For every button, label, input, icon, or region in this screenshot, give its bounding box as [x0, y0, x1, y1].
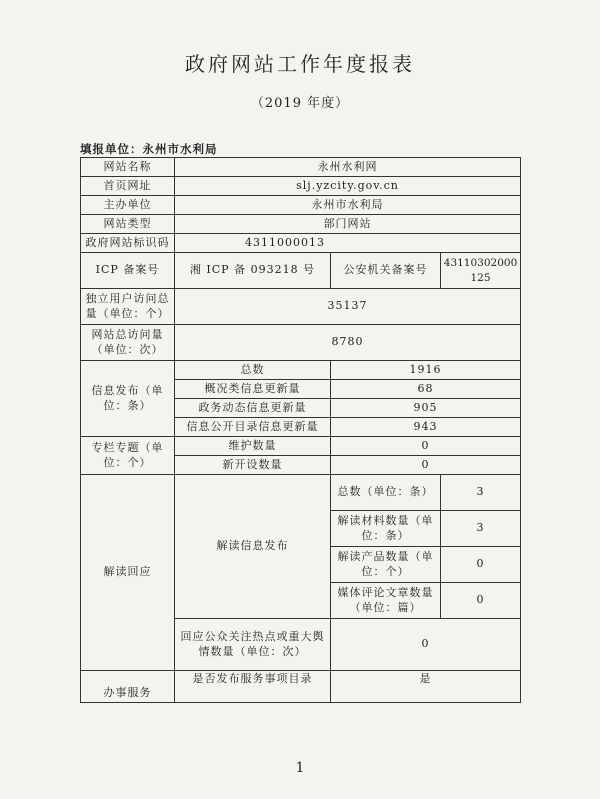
table-row: [81, 253, 521, 289]
table-row: [81, 437, 521, 456]
special-topics-item-value: 0: [331, 456, 521, 475]
organizer-value: 永州市水利局: [175, 196, 521, 215]
service-catalog-label: 是否发布服务事项目录: [175, 671, 331, 703]
table-row: [81, 177, 521, 196]
reporting-unit: 填报单位：永州市水利局: [80, 142, 218, 156]
interpretation-label: 解读回应: [81, 475, 175, 671]
site-name-value: 永州水利网: [175, 158, 521, 177]
table-row: [81, 325, 521, 361]
info-publish-item-value: 68: [331, 380, 521, 399]
special-topics-item-value: 0: [331, 437, 521, 456]
total-visits-label: 网站总访问量（单位：次）: [81, 325, 175, 361]
police-record-value: 43110302000125: [441, 253, 521, 289]
info-publish-item-label: 总数: [175, 361, 331, 380]
interpretation-item-label: 解读产品数量（单位：个）: [331, 547, 441, 583]
page-number: 1: [295, 760, 305, 776]
report-year: （2019 年度）: [250, 96, 350, 111]
table-row: [81, 196, 521, 215]
home-url-label: 首页网址: [81, 177, 175, 196]
table-row: [81, 158, 521, 177]
info-publish-item-value: 1916: [331, 361, 521, 380]
icp-label: ICP 备案号: [81, 253, 175, 289]
site-type-label: 网站类型: [81, 215, 175, 234]
services-label: 办事服务: [81, 671, 175, 703]
info-publish-item-label: 信息公开目录信息更新量: [175, 418, 331, 437]
interpretation-item-value: 0: [441, 547, 521, 583]
organizer-label: 主办单位: [81, 196, 175, 215]
info-publish-label: 信息发布（单位：条）: [81, 361, 175, 437]
interpretation-item-label: 解读材料数量（单位：条）: [331, 511, 441, 547]
interpretation-item-value: 0: [441, 583, 521, 619]
icp-value: 湘 ICP 备 093218 号: [175, 253, 331, 289]
hotspot-response-label: 回应公众关注热点或重大舆情数量（单位：次）: [175, 619, 331, 671]
total-visits-value: 8780: [175, 325, 521, 361]
report-title: 政府网站工作年度报表: [185, 52, 415, 76]
interpretation-item-label: 总数（单位：条）: [331, 475, 441, 511]
unique-visitors-label: 独立用户访问总量（单位：个）: [81, 289, 175, 325]
interpretation-item-value: 3: [441, 511, 521, 547]
site-code-value: 4311000013: [175, 234, 521, 253]
site-name-label: 网站名称: [81, 158, 175, 177]
special-topics-item-label: 新开设数量: [175, 456, 331, 475]
special-topics-item-label: 维护数量: [175, 437, 331, 456]
police-record-label: 公安机关备案号: [331, 253, 441, 289]
hotspot-response-value: 0: [331, 619, 521, 671]
info-publish-item-label: 政务动态信息更新量: [175, 399, 331, 418]
table-row: [81, 671, 521, 703]
info-publish-item-value: 905: [331, 399, 521, 418]
special-topics-label: 专栏专题（单位：个）: [81, 437, 175, 475]
table-row: [81, 234, 521, 253]
report-table: [80, 157, 521, 703]
site-type-value: 部门网站: [175, 215, 521, 234]
interpretation-publish-label: 解读信息发布: [175, 475, 331, 619]
home-url-value: slj.yzcity.gov.cn: [175, 177, 521, 196]
unique-visitors-value: 35137: [175, 289, 521, 325]
table-row: [81, 289, 521, 325]
service-catalog-value: 是: [331, 671, 521, 703]
info-publish-item-value: 943: [331, 418, 521, 437]
table-row: [81, 215, 521, 234]
table-row: [81, 475, 521, 511]
interpretation-item-label: 媒体评论文章数量（单位：篇）: [331, 583, 441, 619]
info-publish-item-label: 概况类信息更新量: [175, 380, 331, 399]
table-row: [81, 361, 521, 380]
site-code-label: 政府网站标识码: [81, 234, 175, 253]
interpretation-item-value: 3: [441, 475, 521, 511]
